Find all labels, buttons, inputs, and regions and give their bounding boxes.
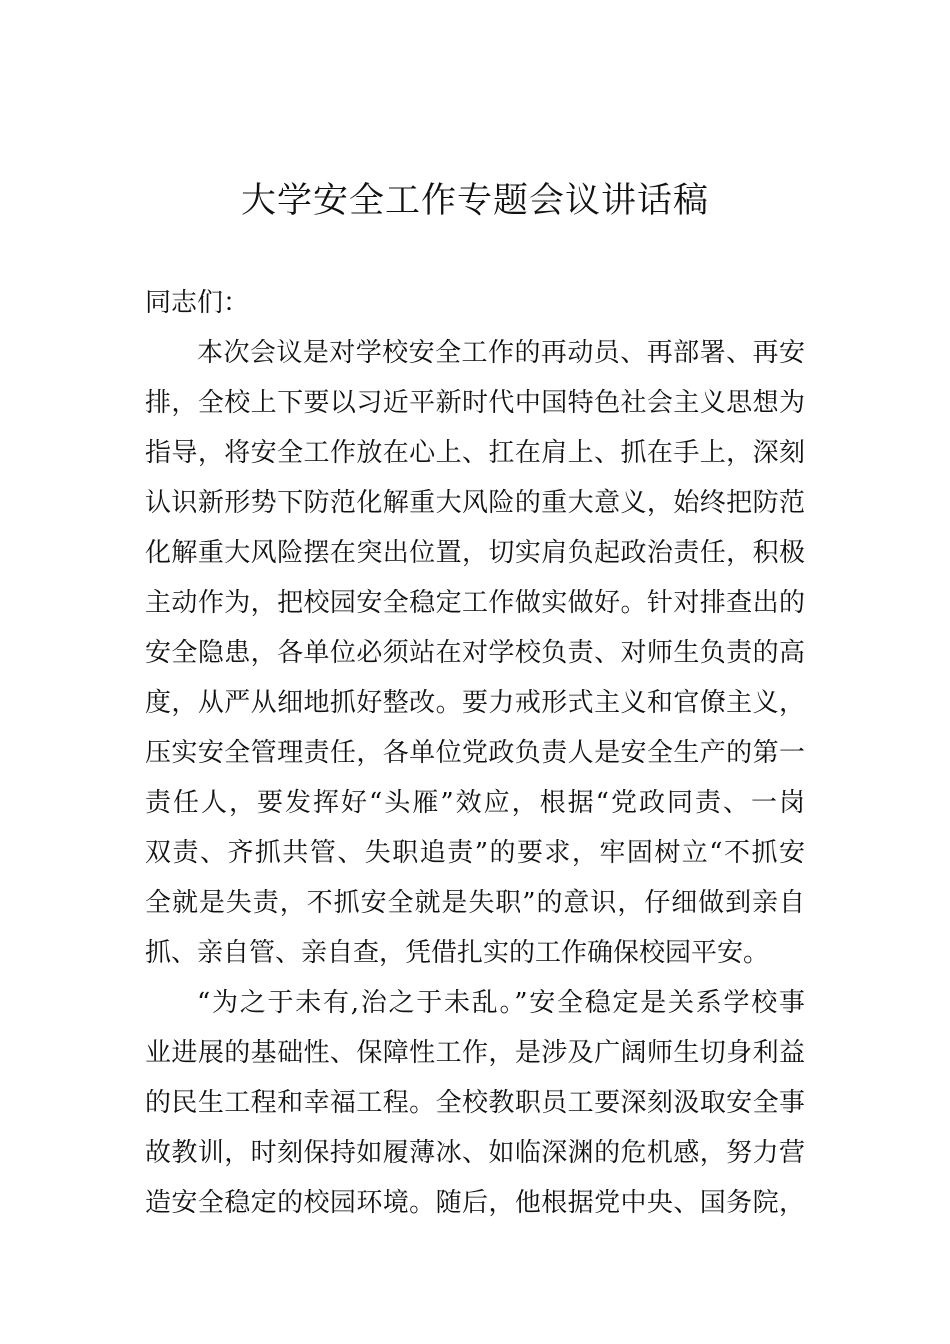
text-line: 排，全校上下要以习近平新时代中国特色社会主义思想为 xyxy=(145,388,805,418)
text-line: 业进展的基础性、保障性工作，是涉及广阔师生切身利益 xyxy=(145,1038,805,1068)
text-line: 双责、齐抓共管、失职追责”的要求，牢固树立“不抓安 xyxy=(145,838,805,868)
text-line: 度，从严从细地抓好整改。要力戒形式主义和官僚主义， xyxy=(145,688,805,718)
text-line: 指导，将安全工作放在心上、扛在肩上、抓在手上，深刻 xyxy=(145,438,805,468)
paragraph-2 xyxy=(145,978,805,1228)
text-line: “为之于未有,治之于未乱。”安全稳定是关系学校事 xyxy=(197,988,805,1018)
text-line: 造安全稳定的校园环境。随后，他根据党中央、国务院， xyxy=(145,1188,805,1218)
text-line: 本次会议是对学校安全工作的再动员、再部署、再安 xyxy=(197,338,805,368)
text-line: 化解重大风险摆在突出位置，切实肩负起政治责任，积极 xyxy=(145,538,805,568)
paragraph-1 xyxy=(145,328,805,978)
text-line: 故教训，时刻保持如履薄冰、如临深渊的危机感，努力营 xyxy=(145,1138,805,1168)
text-line: 压实安全管理责任，各单位党政负责人是安全生产的第一 xyxy=(145,738,805,768)
text-line: 责任人，要发挥好“头雁”效应，根据“党政同责、一岗 xyxy=(145,788,805,818)
document-title: 大学安全工作专题会议讲话稿 xyxy=(240,181,709,221)
salutation: 同志们： xyxy=(145,288,250,318)
text-line: 全就是失责，不抓安全就是失职”的意识，仔细做到亲自 xyxy=(145,888,805,918)
text-line: 认识新形势下防范化解重大风险的重大意义，始终把防范 xyxy=(145,488,805,518)
text-line: 安全隐患，各单位必须站在对学校负责、对师生负责的高 xyxy=(145,638,805,668)
text-line: 抓、亲自管、亲自查，凭借扎实的工作确保校园平安。 xyxy=(145,938,770,968)
text-line: 的民生工程和幸福工程。全校教职员工要深刻汲取安全事 xyxy=(145,1088,805,1118)
document-body xyxy=(145,278,805,1228)
text-line: 主动作为，把校园安全稳定工作做实做好。针对排查出的 xyxy=(145,588,805,618)
